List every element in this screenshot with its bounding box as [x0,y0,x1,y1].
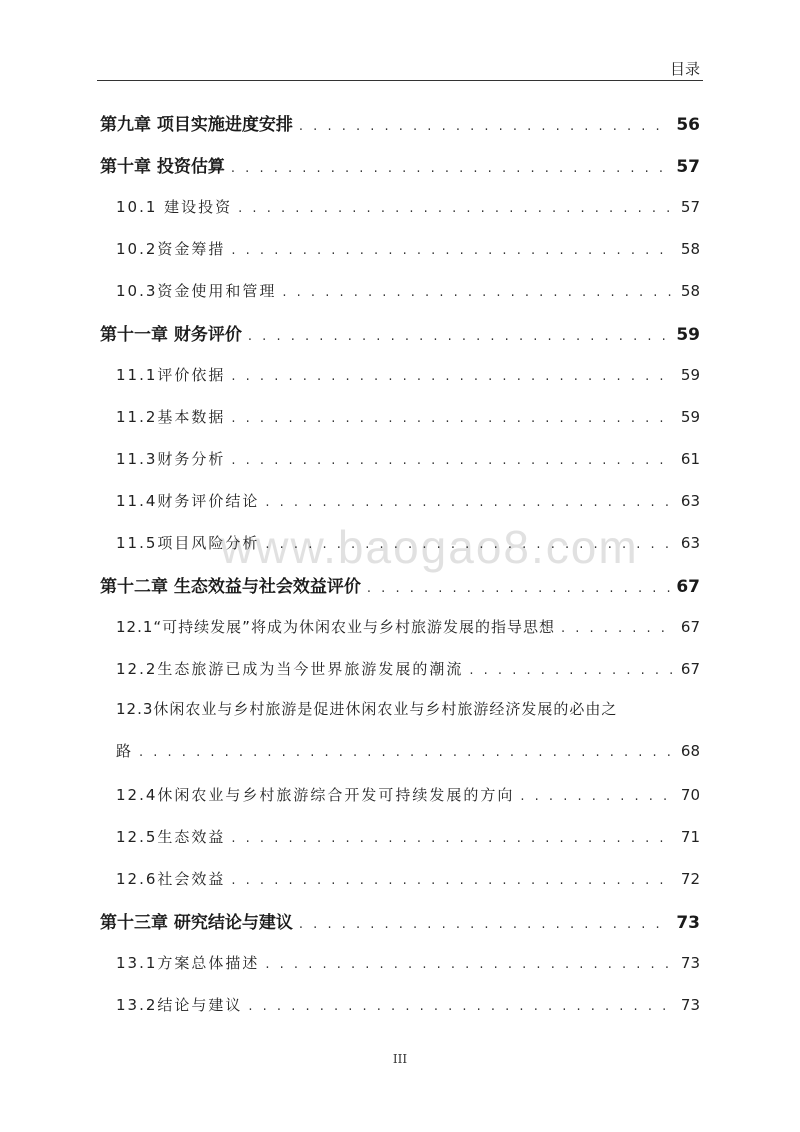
toc-section-10-2[interactable] [116,238,700,259]
toc-label: 11.3财务分析 [116,450,226,468]
toc-section-12-4[interactable] [116,784,700,805]
toc-chapter-11[interactable] [100,320,700,345]
toc-section-11-1[interactable] [116,364,700,385]
toc-page: 57 [680,198,700,216]
dot-leader [469,663,675,678]
toc-page: 70 [680,786,700,804]
toc-section-11-3[interactable] [116,448,700,469]
toc-label: 第十章 投资估算 [100,157,225,177]
toc-page: 73 [680,954,700,972]
toc-label: 12.2生态旅游已成为当今世界旅游发展的潮流 [116,660,464,678]
header-rule [97,80,703,81]
toc-label: 10.1 建设投资 [116,198,233,216]
toc-page: 58 [680,240,700,258]
dot-leader [248,329,670,344]
dot-leader [231,243,675,258]
toc-label: 13.1方案总体描述 [116,954,260,972]
toc-page: 63 [680,534,700,552]
dot-leader [238,201,675,216]
dot-leader [231,831,675,846]
dot-leader [299,917,670,932]
toc-label: 11.1评价依据 [116,366,226,384]
toc-label: 第十一章 财务评价 [100,325,242,345]
toc-label: 11.2基本数据 [116,408,226,426]
toc-section-11-5[interactable] [116,532,700,553]
toc-label: 13.2结论与建议 [116,996,243,1014]
toc-section-12-3-continued[interactable] [116,740,700,761]
toc-page: 72 [680,870,700,888]
dot-leader [265,495,675,510]
toc-page: 68 [680,742,700,760]
toc-section-12-6[interactable] [116,868,700,889]
dot-leader [231,411,675,426]
dot-leader [520,789,675,804]
toc-page: 59 [680,366,700,384]
dot-leader [231,369,675,384]
toc-label: 12.4休闲农业与乡村旅游综合开发可持续发展的方向 [116,786,515,804]
toc-label: 10.2资金筹措 [116,240,226,258]
dot-leader [231,453,675,468]
toc-page: 67 [676,577,700,597]
toc-label: 路 [116,742,134,760]
toc-section-11-2[interactable] [116,406,700,427]
toc-page: 73 [676,913,700,933]
toc-section-12-3[interactable] [116,698,700,719]
dot-leader [367,581,670,596]
toc-page: 58 [680,282,700,300]
toc-section-12-1[interactable] [116,616,700,637]
toc-page: 63 [680,492,700,510]
dot-leader [265,957,675,972]
page-header-title: 目录 [669,60,700,78]
toc-section-13-1[interactable] [116,952,700,973]
watermark: www.baogao8.com [220,521,639,573]
toc-chapter-9[interactable] [100,110,700,135]
dot-leader [282,285,675,300]
dot-leader [139,745,675,760]
toc-chapter-12[interactable] [100,572,700,597]
toc-page: 73 [680,996,700,1014]
dot-leader [248,999,675,1014]
toc-label: 10.3资金使用和管理 [116,282,277,300]
toc-section-10-1[interactable] [116,196,700,217]
toc-page: 71 [680,828,700,846]
toc-page: 67 [680,618,700,636]
toc-label: 第十三章 研究结论与建议 [100,913,293,933]
toc-label: 12.5生态效益 [116,828,226,846]
toc-label: 第十二章 生态效益与社会效益评价 [100,577,361,597]
toc-chapter-10[interactable] [100,152,700,177]
toc-page: 56 [676,115,700,135]
toc-page: 67 [680,660,700,678]
toc-label: 12.1“可持续发展”将成为休闲农业与乡村旅游发展的指导思想 [116,618,555,636]
toc-section-12-2[interactable] [116,658,700,679]
toc-label: 12.6社会效益 [116,870,226,888]
dot-leader [231,873,675,888]
dot-leader [299,119,670,134]
toc-section-13-2[interactable] [116,994,700,1015]
toc-page: 57 [676,157,700,177]
toc-section-12-5[interactable] [116,826,700,847]
toc-page: 59 [680,408,700,426]
toc-chapter-13[interactable] [100,908,700,933]
toc-label: 12.3休闲农业与乡村旅游是促进休闲农业与乡村旅游经济发展的必由之 [116,700,618,718]
toc-page: 59 [676,325,700,345]
toc-page: 61 [680,450,700,468]
dot-leader [561,621,675,636]
toc-label: 11.4财务评价结论 [116,492,260,510]
toc-label: 第九章 项目实施进度安排 [100,115,293,135]
toc-section-11-4[interactable] [116,490,700,511]
dot-leader [265,537,675,552]
toc-label: 11.5项目风险分析 [116,534,260,552]
dot-leader [231,161,670,176]
page-number: III [392,1052,408,1066]
toc-section-10-3[interactable] [116,280,700,301]
